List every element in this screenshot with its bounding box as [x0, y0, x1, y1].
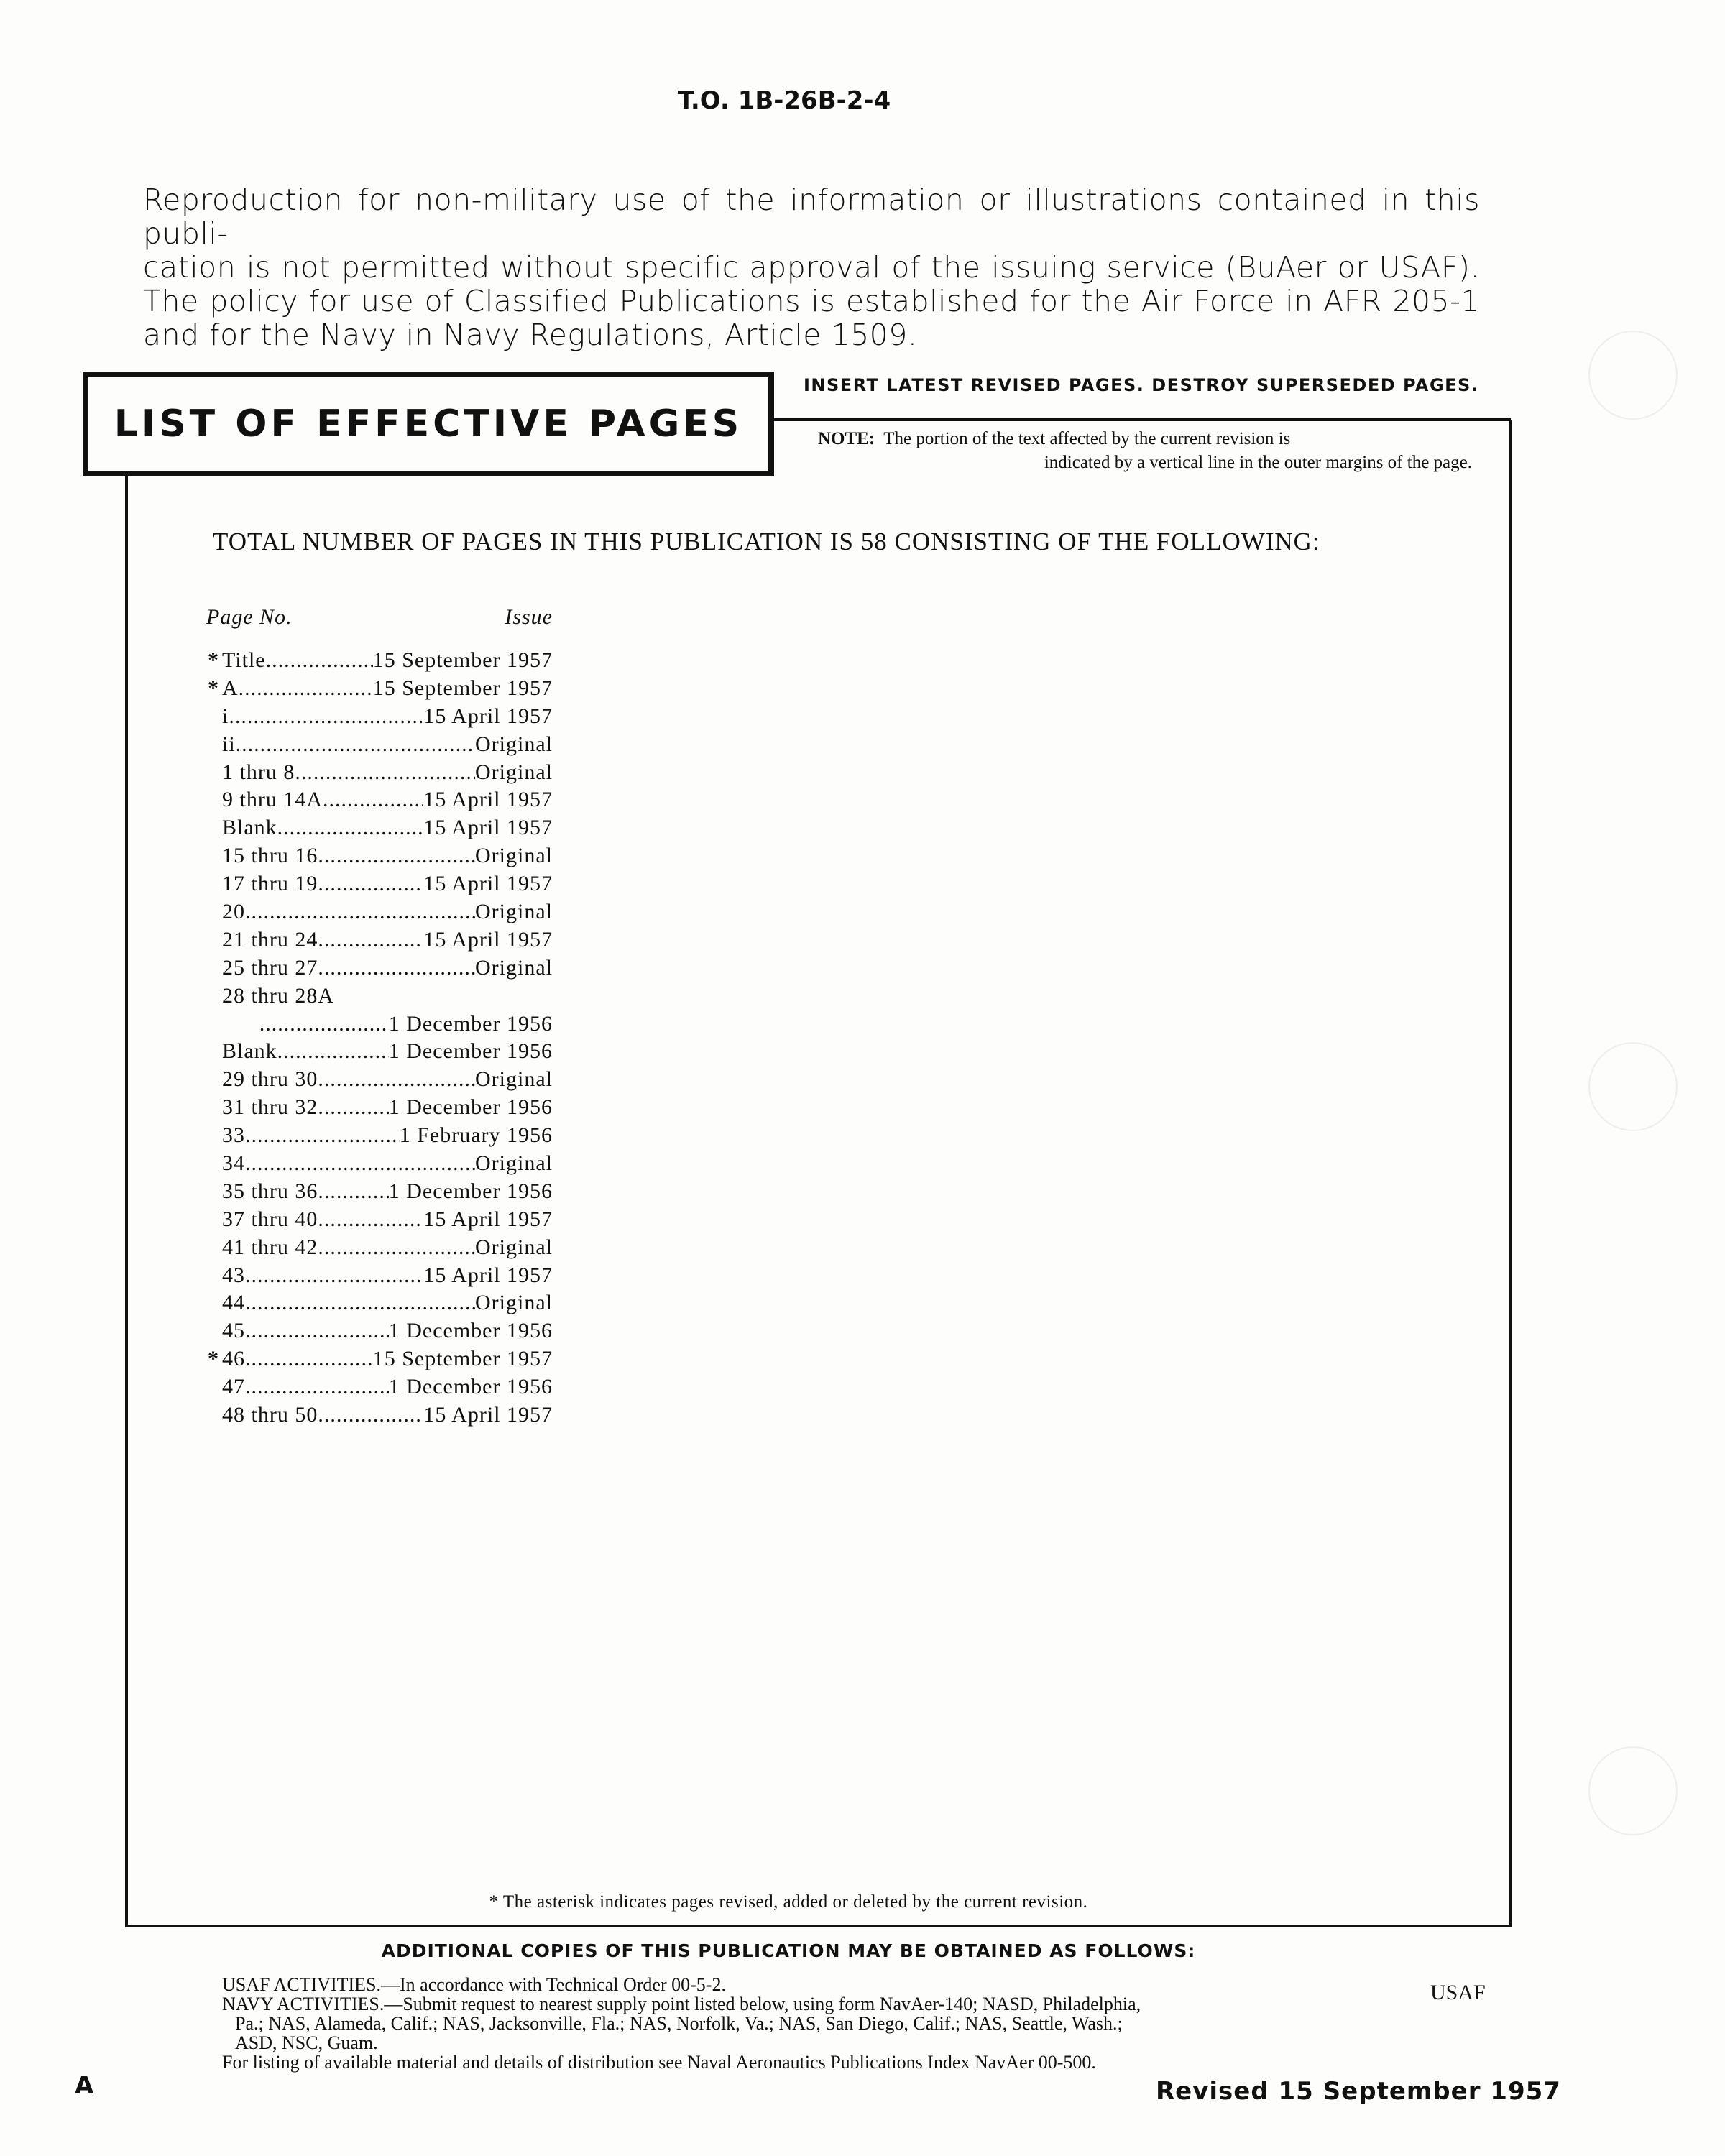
distribution-line: NAVY ACTIVITIES.—Submit request to nearest supply point listed below, using form NavAer-140; NASD, Philadelphia,	[222, 1994, 1141, 2014]
dot-leader	[277, 1038, 389, 1066]
effective-pages-table	[206, 605, 553, 1429]
revision-asterisk	[206, 1122, 219, 1150]
table-row	[206, 731, 553, 759]
table-row	[206, 675, 553, 703]
revision-asterisk	[206, 954, 219, 982]
notice-line: Reproduction for non-military use of the information or illustrations contained in this publi-	[143, 183, 1480, 251]
dot-leader	[239, 675, 373, 703]
table-row	[206, 870, 553, 898]
page-number-cell: 9 thru 14A	[222, 788, 323, 812]
note-label: NOTE:	[818, 429, 875, 448]
revision-asterisk	[206, 1038, 219, 1066]
revision-asterisk	[206, 1150, 219, 1178]
dot-leader	[277, 814, 424, 842]
issue-date-cell: 15 September 1957	[372, 676, 553, 700]
issue-date-cell: 15 April 1957	[423, 704, 553, 728]
table-row	[206, 1317, 553, 1345]
page-number-cell: 15 thru 16	[222, 844, 318, 868]
column-header-page: Page No.	[206, 605, 293, 629]
page-number-cell: 44	[222, 1291, 245, 1315]
table-row	[206, 1345, 553, 1373]
issue-date-cell: Original	[475, 760, 553, 784]
reproduction-notice	[143, 183, 1480, 352]
revision-asterisk	[206, 870, 219, 898]
page-number-cell: Title	[222, 648, 266, 672]
revision-date: Revised 15 September 1957	[1156, 2077, 1561, 2106]
revision-asterisk	[206, 1178, 219, 1206]
notice-line: The policy for use of Classified Publications is established for the Air Force in AFR 205-1	[143, 284, 1480, 318]
table-row	[206, 842, 553, 870]
page-number-cell: 43	[222, 1263, 245, 1287]
table-row	[206, 1178, 553, 1206]
page-number-cell: 25 thru 27	[222, 955, 318, 980]
revision-asterisk: *	[208, 1347, 219, 1371]
dot-leader	[318, 1178, 388, 1206]
table-row	[206, 1038, 553, 1066]
table-row	[206, 1150, 553, 1178]
revision-asterisk	[206, 703, 219, 731]
revision-asterisk	[206, 926, 219, 954]
page-number-cell: 21 thru 24	[222, 927, 318, 952]
table-row	[206, 898, 553, 926]
revision-asterisk	[206, 786, 219, 814]
insert-notice: INSERT LATEST REVISED PAGES. DESTROY SUPERSEDED PAGES.	[804, 375, 1479, 395]
table-row	[206, 1206, 553, 1234]
issue-date-cell: 15 September 1957	[372, 1347, 553, 1371]
dot-leader	[245, 1345, 373, 1373]
dot-leader	[318, 1066, 475, 1094]
issue-date-cell: 1 February 1956	[399, 1123, 553, 1148]
dot-leader	[266, 647, 373, 675]
page-number-cell: ii	[222, 732, 236, 756]
dot-leader	[245, 1289, 475, 1317]
issue-date-cell: Original	[475, 1151, 553, 1176]
table-row	[206, 1401, 553, 1429]
table-row	[206, 814, 553, 842]
revision-asterisk	[206, 842, 219, 870]
note-line: The portion of the text affected by the current revision is	[883, 429, 1291, 448]
additional-copies-heading: ADDITIONAL COPIES OF THIS PUBLICATION MAY BE OBTAINED AS FOLLOWS:	[381, 1940, 1196, 1961]
document-number: T.O. 1B-26B-2-4	[677, 86, 891, 115]
page-number-cell: 28 thru 28A	[222, 983, 334, 1008]
dot-leader	[259, 1010, 389, 1038]
issue-date-cell: Original	[475, 732, 553, 756]
issue-date-cell: 15 September 1957	[372, 648, 553, 672]
issue-date-cell: 15 April 1957	[423, 927, 553, 952]
dot-leader	[245, 1373, 389, 1401]
issue-date-cell: 1 December 1956	[388, 1039, 553, 1064]
dot-leader	[318, 1094, 388, 1122]
note-line: indicated by a vertical line in the outer margins of the page.	[1044, 453, 1472, 472]
issue-date-cell: 15 April 1957	[423, 872, 553, 896]
page-number-cell: 34	[222, 1151, 245, 1176]
issue-date-cell: Original	[475, 1067, 553, 1092]
page-title-box	[83, 372, 774, 476]
page-number-cell: Blank	[222, 816, 277, 840]
dot-leader	[318, 1234, 475, 1262]
asterisk-note: * The asterisk indicates pages revised, added or deleted by the current revision.	[489, 1892, 1088, 1912]
page-number-cell: 41 thru 42	[222, 1235, 318, 1259]
page-title: LIST OF EFFECTIVE PAGES	[114, 402, 743, 446]
revision-asterisk	[206, 1401, 219, 1429]
usaf-mark: USAF	[1430, 1981, 1486, 2004]
dot-leader	[229, 703, 423, 731]
revision-asterisk	[206, 814, 219, 842]
issue-date-cell: 15 April 1957	[423, 1207, 553, 1231]
punch-hole	[1588, 331, 1678, 420]
table-row	[206, 1094, 553, 1122]
table-row	[206, 1066, 553, 1094]
dot-leader	[245, 1262, 423, 1290]
dot-leader	[318, 1206, 423, 1234]
dot-leader	[318, 926, 423, 954]
distribution-line: For listing of available material and details of distribution see Naval Aeronautics Publications Index NavAer 00-500.	[222, 2052, 1096, 2073]
distribution-info	[222, 1975, 1372, 2072]
page-number-cell: 45	[222, 1319, 245, 1343]
page-number-cell: 35 thru 36	[222, 1179, 318, 1203]
table-row	[206, 1373, 553, 1401]
issue-date-cell: 1 December 1956	[388, 1319, 553, 1343]
revision-asterisk	[206, 1317, 219, 1345]
revision-asterisk	[206, 898, 219, 926]
revision-asterisk	[206, 1234, 219, 1262]
revision-asterisk: *	[208, 648, 219, 672]
table-row	[206, 647, 553, 675]
table-row	[206, 982, 553, 1010]
distribution-line: Pa.; NAS, Alameda, Calif.; NAS, Jacksonville, Fla.; NAS, Norfolk, Va.; NAS, San Diego, Calif.; NAS, Seattle, Wash.;	[235, 2013, 1123, 2034]
revision-asterisk	[206, 759, 219, 787]
issue-date-cell: 1 December 1956	[388, 1179, 553, 1203]
revision-asterisk	[206, 1206, 219, 1234]
table-header	[206, 605, 553, 632]
table-row	[206, 1234, 553, 1262]
issue-date-cell: 1 December 1956	[388, 1375, 553, 1399]
dot-leader	[318, 1401, 423, 1429]
dot-leader	[318, 842, 475, 870]
issue-date-cell: 15 April 1957	[423, 1263, 553, 1287]
dot-leader	[245, 898, 475, 926]
table-row	[206, 759, 553, 787]
issue-date-cell: 1 December 1956	[388, 1011, 553, 1036]
page-number-cell: 48 thru 50	[222, 1403, 318, 1427]
frame-top-border	[773, 418, 1511, 421]
table-row-continuation	[206, 1010, 553, 1038]
table-row	[206, 954, 553, 982]
revision-note	[818, 427, 1472, 474]
issue-date-cell: Original	[475, 900, 553, 924]
dot-leader	[245, 1150, 475, 1178]
page-number-cell: 37 thru 40	[222, 1207, 318, 1231]
page-number-cell: 20	[222, 900, 245, 924]
page-number-cell: A	[222, 676, 239, 700]
page-number: A	[75, 2071, 94, 2100]
issue-date-cell: Original	[475, 844, 553, 868]
punch-hole	[1588, 1746, 1678, 1835]
table-row	[206, 786, 553, 814]
issue-date-cell: Original	[475, 955, 553, 980]
page-number-cell: i	[222, 704, 229, 728]
dot-leader	[295, 759, 475, 787]
page-number-cell: Blank	[222, 1039, 277, 1064]
issue-date-cell: Original	[475, 1291, 553, 1315]
spacer	[244, 1010, 257, 1038]
issue-date-cell: 15 April 1957	[423, 1403, 553, 1427]
revision-asterisk	[206, 1066, 219, 1094]
dot-leader	[245, 1122, 400, 1150]
revision-asterisk: *	[208, 676, 219, 700]
page-number-cell: 33	[222, 1123, 245, 1148]
notice-line: and for the Navy in Navy Regulations, Article 1509.	[143, 318, 918, 352]
table-row	[206, 1262, 553, 1290]
notice-line: cation is not permitted without specific approval of the issuing service (BuAer or USAF).	[143, 250, 1480, 285]
table-row	[206, 926, 553, 954]
distribution-line: USAF ACTIVITIES.—In accordance with Technical Order 00-5-2.	[222, 1974, 726, 1995]
total-pages-statement: TOTAL NUMBER OF PAGES IN THIS PUBLICATION IS 58 CONSISTING OF THE FOLLOWING:	[213, 528, 1320, 556]
page-number-cell: 29 thru 30	[222, 1067, 318, 1092]
dot-leader	[236, 731, 475, 759]
issue-date-cell: Original	[475, 1235, 553, 1259]
revision-asterisk	[206, 982, 219, 1010]
revision-asterisk	[206, 1262, 219, 1290]
dot-leader	[323, 786, 423, 814]
punch-hole	[1588, 1042, 1678, 1131]
dot-leader	[245, 1317, 389, 1345]
revision-asterisk	[206, 1094, 219, 1122]
dot-leader	[318, 954, 475, 982]
issue-date-cell: 15 April 1957	[423, 788, 553, 812]
column-header-issue: Issue	[505, 605, 553, 629]
page-number-cell: 47	[222, 1375, 245, 1399]
revision-asterisk	[206, 1289, 219, 1317]
issue-date-cell: 1 December 1956	[388, 1095, 553, 1120]
table-body	[206, 647, 553, 1429]
distribution-line: ASD, NSC, Guam.	[235, 2032, 378, 2053]
issue-date-cell: 15 April 1957	[423, 816, 553, 840]
revision-asterisk	[206, 1373, 219, 1401]
table-row	[206, 703, 553, 731]
page-number-cell: 1 thru 8	[222, 760, 295, 784]
page-number-cell: 17 thru 19	[222, 872, 318, 896]
page-number-cell: 31 thru 32	[222, 1095, 318, 1120]
table-row	[206, 1122, 553, 1150]
page-number-cell: 46	[222, 1347, 245, 1371]
revision-asterisk	[206, 731, 219, 759]
dot-leader	[318, 870, 423, 898]
table-row	[206, 1289, 553, 1317]
